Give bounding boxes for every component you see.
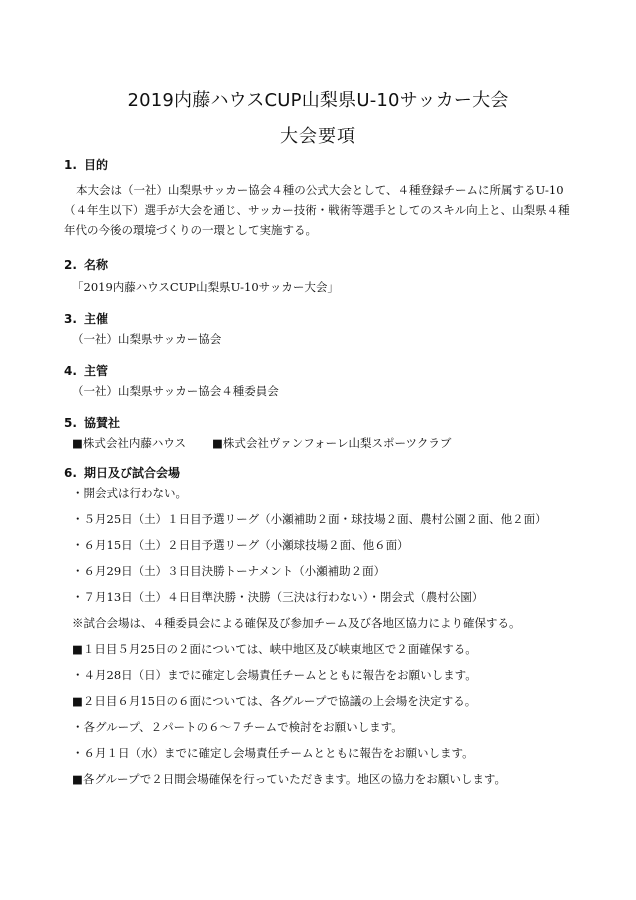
- section-title: 協賛社: [84, 416, 121, 430]
- organizer-text: （一社）山梨県サッカー協会: [72, 332, 222, 346]
- section-heading-management: [64, 362, 108, 379]
- section-number: 5.: [64, 416, 77, 430]
- schedule-line: ・５月25日（土）１日目予選リーグ（小瀬補助２面・球技場２面、農村公園２面、他２面）: [72, 512, 547, 526]
- document-title: 2019内藤ハウスCUP山梨県U-10サッカー大会: [127, 90, 509, 111]
- section-title: 目的: [84, 158, 109, 172]
- section-title: 期日及び試合会場: [84, 466, 181, 480]
- section-number: 4.: [64, 364, 77, 378]
- section-title: 名称: [84, 258, 109, 272]
- section-heading-name: [64, 256, 108, 273]
- venue-line: ■各グループで２日間会場確保を行っていただきます。地区の協力をお願いします。: [72, 772, 506, 786]
- schedule-line: ・７月13日（土）４日目準決勝・決勝（三決は行わない）・閉会式（農村公園）: [72, 590, 484, 604]
- section-heading-schedule: [64, 464, 180, 481]
- section-title: 主催: [84, 312, 109, 326]
- sponsor-item: ■株式会社ヴァンフォーレ山梨スポーツクラブ: [212, 436, 452, 450]
- venue-note: ※試合会場は、４種委員会による確保及び参加チーム及び各地区協力により確保する。: [72, 616, 521, 630]
- venue-line: ■１日目５月25日の２面については、峡中地区及び峡東地区で２面確保する。: [72, 642, 477, 656]
- section-number: 1.: [64, 158, 77, 172]
- tournament-name: 「2019内藤ハウスCUP山梨県U-10サッカー大会」: [72, 280, 339, 294]
- venue-line: ■２日目６月15日の６面については、各グループで協議の上会場を決定する。: [72, 694, 477, 708]
- venue-line: ・４月28日（日）までに確定し会場責任チームとともに報告をお願いします。: [72, 668, 477, 682]
- schedule-line: ・開会式は行わない。: [72, 486, 187, 500]
- venue-line: ・各グループ、２パートの６～７チームで検討をお願いします。: [72, 720, 403, 734]
- schedule-line: ・６月29日（土）３日目決勝トーナメント（小瀬補助２面）: [72, 564, 386, 578]
- section-title: 主管: [84, 364, 109, 378]
- section-heading-sponsors: [64, 414, 120, 431]
- section-number: 3.: [64, 312, 77, 326]
- schedule-line: ・６月15日（土）２日目予選リーグ（小瀬球技場２面、他６面）: [72, 538, 409, 552]
- sponsor-item: ■株式会社内藤ハウス: [72, 436, 187, 450]
- section-heading-purpose: [64, 156, 108, 173]
- venue-line: ・６月１日（水）までに確定し会場責任チームとともに報告をお願いします。: [72, 746, 474, 760]
- section-number: 6.: [64, 466, 77, 480]
- management-text: （一社）山梨県サッカー協会４種委員会: [72, 384, 279, 398]
- document-subtitle: 大会要項: [280, 126, 356, 147]
- section-heading-organizer: [64, 310, 108, 327]
- section-number: 2.: [64, 258, 77, 272]
- purpose-paragraph: 本大会は（一社）山梨県サッカー協会４種の公式大会として、４種登録チームに所属するU-10（４年生以下）選手が大会を通じ、サッカー技術・戦術等選手としてのスキル向上と、山梨県４種年代の今後の環境づくりの一環として実施する。: [64, 183, 570, 237]
